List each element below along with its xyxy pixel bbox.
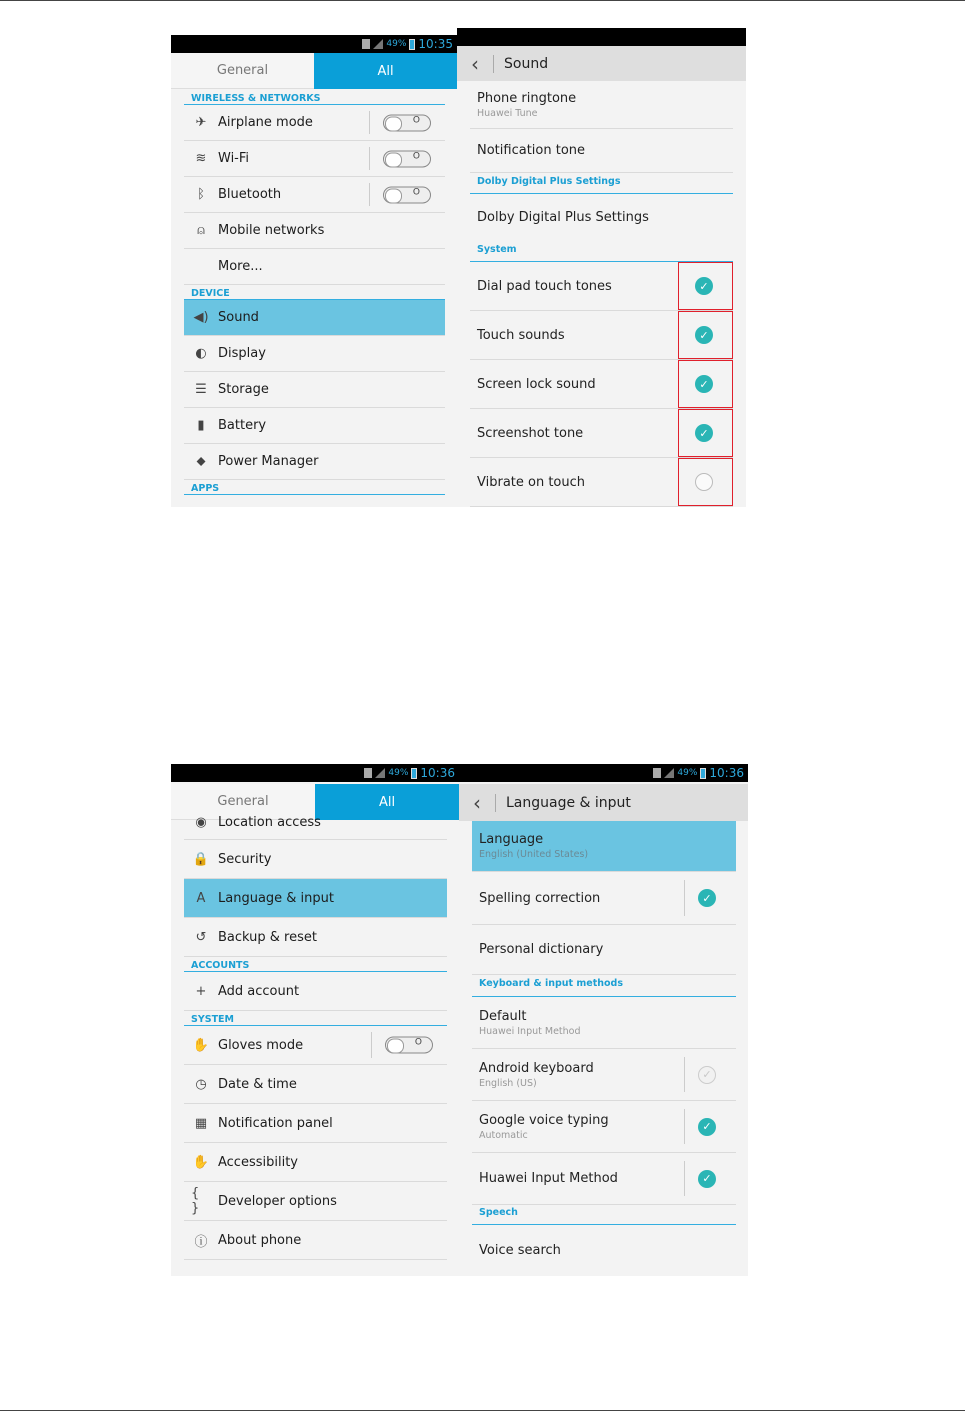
- battery-icon: ▮: [197, 418, 205, 433]
- setting-notification-tone[interactable]: [470, 129, 733, 173]
- settings-item-label: About phone: [218, 1232, 302, 1248]
- setting-label: Huawei Input Method: [479, 1171, 618, 1186]
- checkbox-checked-icon[interactable]: ✓: [698, 1170, 716, 1188]
- checkbox-checked-icon[interactable]: ✓: [698, 1066, 716, 1084]
- section-header: WIRELESS & NETWORKS: [184, 90, 445, 105]
- divider: [369, 147, 370, 170]
- settings-item-mobile-networks[interactable]: [184, 213, 445, 249]
- settings-item-language-and-input[interactable]: [184, 879, 447, 918]
- settings-item-label: Date & time: [218, 1076, 297, 1092]
- bottom-rule: [0, 1410, 965, 1411]
- setting-dolby-digital-plus-settings[interactable]: [470, 194, 733, 241]
- language-icon: A: [196, 890, 206, 906]
- status-time: 10:36: [709, 766, 744, 780]
- setting-label: Google voice typing: [479, 1112, 609, 1128]
- settings-item-label: More...: [218, 259, 263, 274]
- airplane-icon: ✈: [195, 115, 207, 130]
- setting-label: Android keyboard: [479, 1060, 594, 1076]
- tab-all[interactable]: All: [314, 53, 457, 89]
- battery-percent: 49%: [386, 39, 407, 49]
- sim-icon: [653, 768, 661, 778]
- settings-item-wi-fi[interactable]: [184, 141, 445, 177]
- settings-item-label: Mobile networks: [218, 223, 325, 238]
- divider: [684, 1161, 685, 1196]
- settings-item-airplane-mode[interactable]: [184, 105, 445, 141]
- setting-phone-ringtone[interactable]: [470, 81, 733, 129]
- divider: [684, 880, 685, 916]
- braces-icon: { }: [191, 1186, 200, 1216]
- settings-item-label: Airplane mode: [218, 115, 313, 130]
- battery-status-icon: [700, 768, 706, 779]
- lock-icon: 🔒: [192, 851, 210, 867]
- settings-item-label: Gloves mode: [218, 1037, 304, 1053]
- language-settings-list: [472, 821, 736, 1276]
- toggle-switch[interactable]: [383, 114, 431, 131]
- setting-label: Touch sounds: [477, 327, 565, 343]
- setting-summary: Automatic: [479, 1129, 528, 1141]
- checkbox-unchecked-icon[interactable]: [695, 473, 713, 491]
- settings-item-label: Display: [218, 346, 266, 361]
- back-arrow-icon[interactable]: ‹: [471, 51, 479, 76]
- language-header: [459, 784, 748, 821]
- screen2-settings-panel: [171, 764, 459, 1276]
- status-bar: [459, 764, 748, 782]
- section-header: Speech: [472, 1205, 736, 1225]
- signal-icon: [375, 768, 385, 778]
- setting-label: Default: [479, 1008, 527, 1024]
- settings-item-accessibility[interactable]: [184, 1143, 447, 1182]
- setting-personal-dictionary[interactable]: [472, 925, 736, 975]
- tab-general[interactable]: General: [171, 53, 314, 89]
- speaker-icon: ◀): [193, 310, 209, 325]
- settings-item-label: Bluetooth: [218, 187, 282, 202]
- divider: [684, 1057, 685, 1092]
- settings-item-label: Backup & reset: [218, 929, 317, 945]
- info-icon: ⓘ: [194, 1234, 208, 1250]
- section-header: APPS: [184, 480, 445, 495]
- settings-item-backup-and-reset[interactable]: [184, 918, 447, 957]
- battery-status-icon: [409, 39, 415, 50]
- status-bar: [171, 35, 457, 53]
- section-header: ACCOUNTS: [184, 957, 447, 972]
- settings-item-location-access[interactable]: [184, 815, 447, 840]
- setting-summary: English (US): [479, 1077, 537, 1089]
- section-header: System: [470, 241, 733, 262]
- checkbox-checked-icon[interactable]: ✓: [695, 277, 713, 295]
- clock-icon: ◷: [195, 1076, 207, 1092]
- section-header: Keyboard & input methods: [472, 975, 736, 997]
- divider: [369, 111, 370, 134]
- screen1-sound-panel: [457, 28, 746, 507]
- settings-item-more[interactable]: [184, 249, 445, 285]
- sim-icon: [364, 768, 372, 778]
- setting-summary: Huawei Input Method: [479, 1025, 581, 1037]
- display-icon: ◐: [195, 346, 207, 361]
- settings-item-gloves-mode[interactable]: [184, 1026, 447, 1065]
- status-bar: [457, 28, 746, 46]
- power-manager-icon: ⬥: [196, 454, 206, 469]
- glove-icon: ✋: [192, 1037, 210, 1053]
- setting-screen-lock-sound[interactable]: [470, 360, 733, 409]
- settings-item-about-phone[interactable]: [184, 1221, 447, 1260]
- battery-percent: 49%: [388, 768, 409, 778]
- setting-label: Personal dictionary: [479, 942, 604, 957]
- setting-voice-search[interactable]: [472, 1225, 736, 1276]
- settings-list: [184, 90, 445, 495]
- settings-item-developer-options[interactable]: [184, 1182, 447, 1221]
- settings-item-label: Wi-Fi: [218, 151, 250, 166]
- setting-label: Language: [479, 832, 544, 847]
- setting-summary: Huawei Tune: [477, 107, 538, 119]
- settings-item-storage[interactable]: [184, 372, 445, 408]
- signal-icon: [373, 39, 383, 49]
- status-time: 10:36: [420, 766, 455, 780]
- hand-icon: ✋: [192, 1154, 210, 1170]
- divider: [369, 183, 370, 206]
- divider: [684, 1109, 685, 1144]
- setting-label: Vibrate on touch: [477, 474, 586, 490]
- setting-label: Notification tone: [477, 143, 586, 158]
- checkbox-checked-icon[interactable]: ✓: [695, 424, 713, 442]
- setting-label: Screenshot tone: [477, 425, 584, 441]
- tab-all[interactable]: All: [315, 784, 459, 820]
- settings-item-add-account[interactable]: [184, 972, 447, 1011]
- settings-item-notification-panel[interactable]: [184, 1104, 447, 1143]
- settings-item-label: Sound: [218, 310, 259, 325]
- setting-label: Voice search: [479, 1243, 561, 1258]
- screen1-settings-panel: [171, 35, 457, 507]
- status-time: 10:35: [418, 37, 453, 51]
- settings-item-date-and-time[interactable]: [184, 1065, 447, 1104]
- settings-item-label: Language & input: [218, 890, 334, 906]
- settings-item-sound[interactable]: [184, 300, 445, 336]
- setting-label: Dolby Digital Plus Settings: [477, 210, 649, 225]
- checkbox-checked-icon[interactable]: ✓: [698, 1118, 716, 1136]
- settings-item-label: Security: [218, 851, 272, 867]
- sound-settings-list: [470, 81, 733, 507]
- setting-spelling-correction[interactable]: [472, 872, 736, 925]
- battery-status-icon: [411, 768, 417, 779]
- toggle-switch[interactable]: [383, 186, 431, 203]
- antenna-icon: ⍝: [197, 223, 205, 238]
- storage-icon: ☰: [195, 382, 207, 397]
- setting-default[interactable]: [472, 997, 736, 1049]
- settings-item-security[interactable]: [184, 840, 447, 879]
- sim-icon: [362, 39, 370, 49]
- settings-item-power-manager[interactable]: [184, 444, 445, 480]
- notification-panel-icon: ▦: [194, 1115, 208, 1131]
- backup-icon: ↺: [195, 929, 207, 945]
- settings-item-label: Storage: [218, 382, 269, 397]
- setting-label: Screen lock sound: [477, 376, 596, 392]
- screen2-language-panel: [459, 764, 748, 1276]
- settings-item-display[interactable]: [184, 336, 445, 372]
- wifi-icon: ≋: [195, 151, 207, 166]
- setting-summary: English (United States): [479, 849, 589, 860]
- sound-header: [457, 46, 746, 81]
- page-title: Language & input: [506, 794, 631, 811]
- setting-label: Spelling correction: [479, 890, 601, 906]
- setting-label: Phone ringtone: [477, 90, 577, 106]
- settings-item-label: Notification panel: [218, 1115, 333, 1131]
- settings-tabs: [171, 53, 457, 89]
- page-title: Sound: [504, 55, 549, 72]
- settings-item-label: Accessibility: [218, 1154, 298, 1170]
- checkbox-checked-icon[interactable]: ✓: [695, 326, 713, 344]
- section-header: DEVICE: [184, 285, 445, 300]
- checkbox-checked-icon[interactable]: ✓: [698, 889, 716, 907]
- settings-item-battery[interactable]: [184, 408, 445, 444]
- toggle-switch[interactable]: [385, 1037, 433, 1054]
- plus-icon: +: [195, 983, 207, 999]
- setting-touch-sounds[interactable]: [470, 311, 733, 360]
- setting-android-keyboard[interactable]: [472, 1049, 736, 1101]
- settings-item-label: Add account: [218, 983, 300, 999]
- setting-label: Dial pad touch tones: [477, 278, 612, 294]
- signal-icon: [664, 768, 674, 778]
- settings-item-label: Power Manager: [218, 454, 319, 469]
- back-arrow-icon[interactable]: ‹: [473, 790, 481, 815]
- section-header: Dolby Digital Plus Settings: [470, 173, 733, 194]
- setting-vibrate-on-touch[interactable]: [470, 458, 733, 507]
- tab-general[interactable]: General: [171, 784, 315, 820]
- divider: [371, 1032, 372, 1058]
- toggle-switch[interactable]: [383, 150, 431, 167]
- setting-dial-pad-touch-tones[interactable]: [470, 262, 733, 311]
- location-icon: ◉: [195, 815, 207, 830]
- bluetooth-icon: ᛒ: [197, 187, 205, 202]
- status-bar: [171, 764, 459, 782]
- settings-item-label: Battery: [218, 418, 267, 433]
- setting-huawei-input-method[interactable]: [472, 1153, 736, 1205]
- top-rule: [0, 0, 965, 1]
- settings-item-bluetooth[interactable]: [184, 177, 445, 213]
- section-header: SYSTEM: [184, 1011, 447, 1026]
- settings-item-label: Developer options: [218, 1193, 337, 1209]
- settings-item-label: Location access: [218, 815, 321, 830]
- setting-google-voice-typing[interactable]: [472, 1101, 736, 1153]
- setting-screenshot-tone[interactable]: [470, 409, 733, 458]
- setting-language[interactable]: [472, 821, 736, 872]
- checkbox-checked-icon[interactable]: ✓: [695, 375, 713, 393]
- battery-percent: 49%: [677, 768, 698, 778]
- settings-list: [184, 815, 447, 1260]
